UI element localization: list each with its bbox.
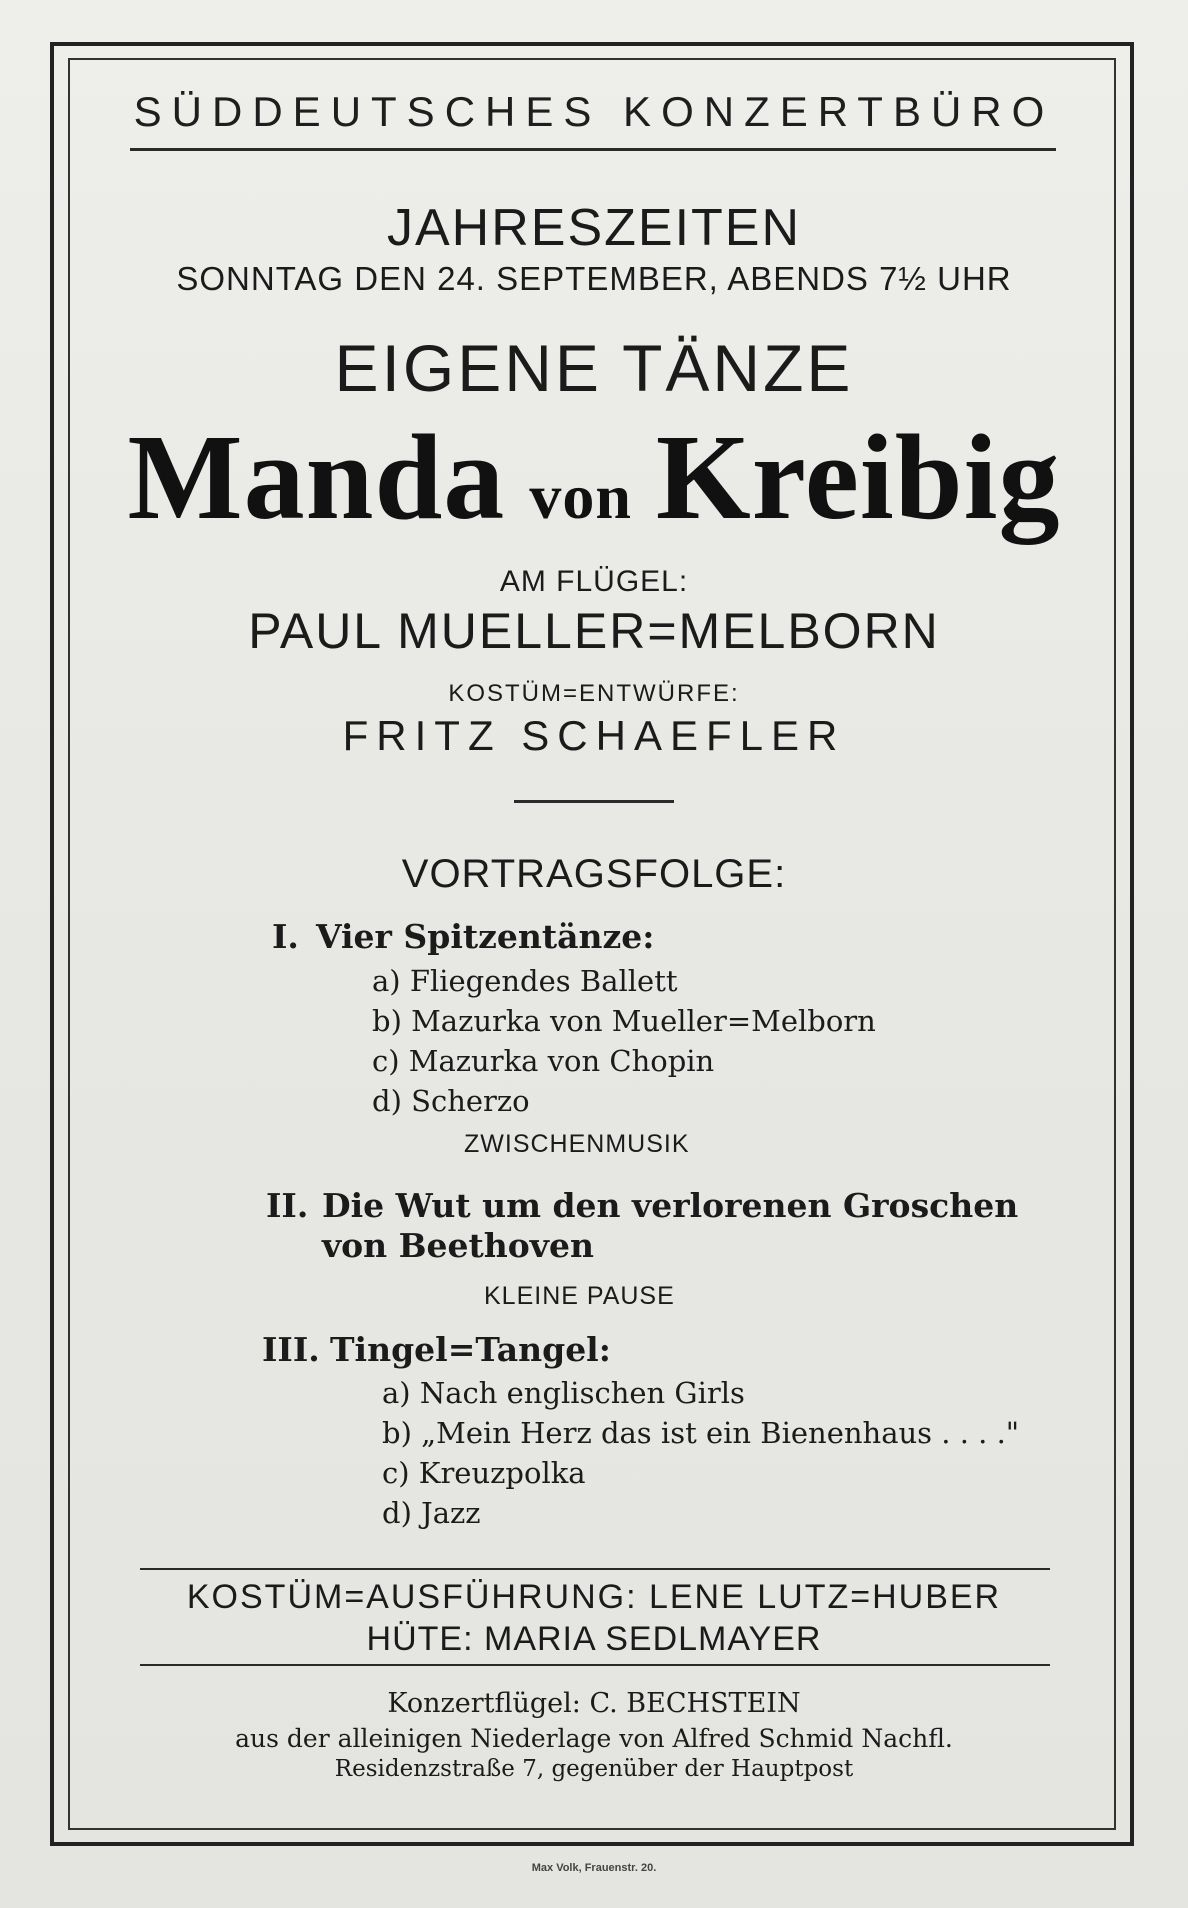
section3-item-d: d) Jazz bbox=[382, 1496, 481, 1530]
section2-numeral: II. bbox=[266, 1186, 309, 1225]
section1-item-b: b) Mazurka von Mueller=Melborn bbox=[372, 1004, 876, 1038]
section3-item-b: b) „Mein Herz das ist ein Bienenhaus . . . ." bbox=[382, 1416, 1020, 1450]
section1-item-d: d) Scherzo bbox=[372, 1084, 530, 1118]
section1-numeral: I. bbox=[272, 917, 299, 956]
program-heading: VORTRAGSFOLGE: bbox=[401, 852, 787, 896]
printer-imprint: Max Volk, Frauenstr. 20. bbox=[531, 1862, 657, 1874]
dancer-first-name: Manda bbox=[127, 410, 506, 545]
dancer-last-name: Kreibig bbox=[655, 410, 1061, 545]
piano-credit-line3: Residenzstraße 7, gegenüber der Hauptpost bbox=[334, 1756, 854, 1782]
section2-title-line1: Die Wut um den verlorenen Groschen bbox=[322, 1186, 1019, 1225]
venue-name: JAHRESZEITEN bbox=[386, 199, 802, 257]
costume-execution-credit: KOSTÜM=AUSFÜHRUNG: LENE LUTZ=HUBER bbox=[186, 1578, 1002, 1616]
section3-numeral: III. bbox=[262, 1330, 320, 1369]
section3-title: Tingel=Tangel: bbox=[330, 1330, 611, 1369]
date-line: SONNTAG DEN 24. SEPTEMBER, ABENDS 7½ UHR bbox=[176, 260, 1012, 297]
hats-credit: HÜTE: MARIA SEDLMAYER bbox=[366, 1620, 822, 1658]
concert-office-header: SÜDDEUTSCHES KONZERTBÜRO bbox=[133, 88, 1055, 135]
divider-rule bbox=[514, 800, 674, 803]
header-rule bbox=[130, 148, 1056, 151]
dancer-name bbox=[70, 408, 1118, 548]
interlude-2: KLEINE PAUSE bbox=[484, 1282, 675, 1310]
section2-title-line2: von Beethoven bbox=[322, 1226, 594, 1265]
section3-item-a: a) Nach englischen Girls bbox=[382, 1376, 745, 1410]
costume-designer: FRITZ SCHAEFLER bbox=[342, 712, 846, 759]
section1-title: Vier Spitzentänze: bbox=[316, 917, 655, 956]
section1-item-c: c) Mazurka von Chopin bbox=[372, 1044, 715, 1078]
interlude-1: ZWISCHENMUSIK bbox=[464, 1130, 690, 1158]
section1-item-a: a) Fliegendes Ballett bbox=[372, 964, 678, 998]
costume-label: KOSTÜM=ENTWÜRFE: bbox=[448, 680, 740, 707]
piano-label: AM FLÜGEL: bbox=[499, 565, 689, 598]
footer-rule-top bbox=[140, 1568, 1050, 1570]
pianist-name: PAUL MUELLER=MELBORN bbox=[248, 603, 940, 659]
piano-credit-line1: Konzertflügel: C. BECHSTEIN bbox=[387, 1688, 801, 1719]
footer-rule-bottom bbox=[140, 1664, 1050, 1666]
section3-item-c: c) Kreuzpolka bbox=[382, 1456, 586, 1490]
program-title-main: EIGENE TÄNZE bbox=[334, 331, 854, 405]
piano-credit-line2: aus der alleinigen Niederlage von Alfred Schmid Nachfl. bbox=[235, 1724, 953, 1753]
dancer-particle: von bbox=[529, 461, 632, 532]
